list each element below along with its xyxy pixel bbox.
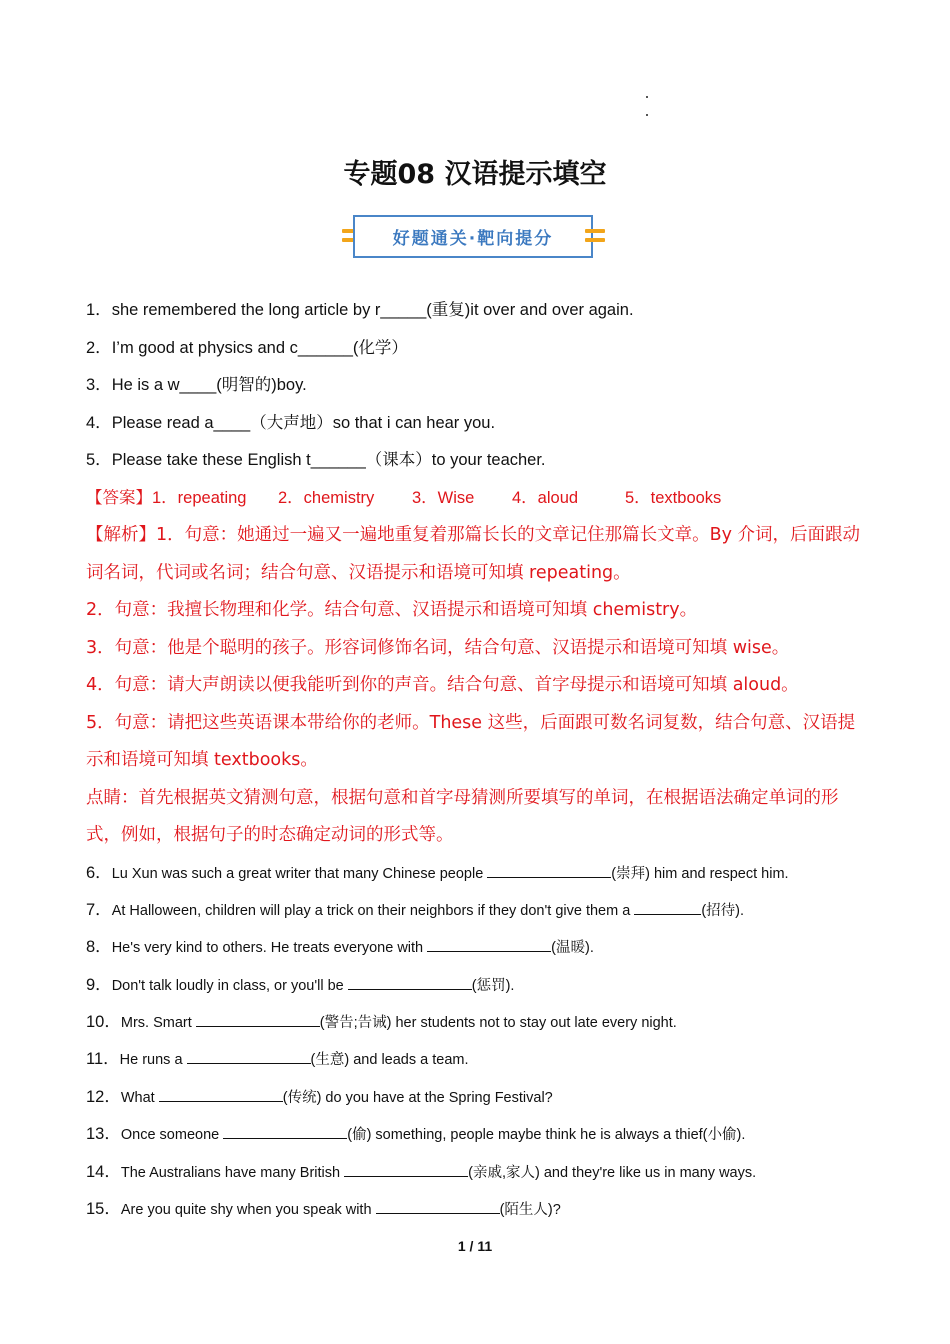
document-body: [86, 292, 866, 1228]
question-item: 10．Mrs. Smart (警告;告诫) her students not to stay out late every night.: [86, 1013, 677, 1032]
analysis-paragraph: 3．句意：他是个聪明的孩子。形容词修饰名词，结合句意、汉语提示和语境可知填 wise。: [86, 637, 790, 658]
analysis-paragraph: 【解析】1．句意：她通过一遍又一遍地重复着那篇长长的文章记住那篇长文章。By 介词，后面跟动词名词，代词或名词；结合句意、汉语提示和语境可知填 repeating。: [86, 525, 861, 583]
question-item: 8．He's very kind to others. He treats everyone with (温暖).: [86, 938, 594, 957]
answer-item: 1．repeating: [152, 488, 247, 507]
question-item: 2．I’m good at physics and c______(化学）: [86, 338, 408, 357]
question-group-b: [86, 855, 866, 1229]
banner-right-ornament: [585, 229, 605, 247]
question-item: 5．Please take these English t______（课本）to your teacher.: [86, 451, 546, 469]
question-item: 11．He runs a (生意) and leads a team.: [86, 1050, 469, 1069]
page-title: 专题08 汉语提示填空: [343, 159, 607, 190]
answer-blank[interactable]: [634, 900, 701, 915]
answer-blank[interactable]: [348, 975, 472, 990]
question-item: 7．At Halloween, children will play a trick on their neighbors if they don't give them a (招待).: [86, 900, 744, 919]
answer-blank[interactable]: [223, 1124, 347, 1139]
answer-blank[interactable]: [196, 1012, 320, 1027]
answer-blank[interactable]: [487, 863, 611, 878]
margin-marks: [646, 96, 650, 132]
answer-blank[interactable]: [427, 937, 551, 952]
question-item: 13．Once someone (偷) something, people maybe think he is always a thief(小偷).: [86, 1125, 746, 1144]
answer-item: 5．textbooks: [625, 488, 722, 507]
analysis-tip: 点睛：首先根据英文猜测句意，根据句意和首字母猜测所要填写的单词，在根据语法确定单词的形式，例如，根据句子的时态确定动词的形式等。: [86, 787, 839, 845]
answer-blank[interactable]: [159, 1087, 283, 1102]
question-item: 9．Don't talk loudly in class, or you'll be (惩罚).: [86, 975, 515, 994]
question-item: 12．What (传统) do you have at the Spring Festival?: [86, 1087, 553, 1106]
answer-blank[interactable]: [376, 1199, 500, 1214]
answer-line: [86, 480, 866, 518]
question-item: 6．Lu Xun was such a great writer that many Chinese people (崇拜) him and respect him.: [86, 863, 789, 882]
answer-item: 3．Wise: [412, 488, 475, 507]
question-item: 3．He is a w____(明智的)boy.: [86, 376, 307, 394]
answer-item: 4．aloud: [512, 488, 579, 507]
answer-blank[interactable]: [344, 1162, 468, 1177]
answer-item: 2．chemistry: [278, 488, 375, 507]
analysis-section: [86, 517, 866, 855]
question-item: 14．The Australians have many British (亲戚,家人) and they're like us in many ways.: [86, 1162, 757, 1181]
analysis-paragraph: 5．句意：请把这些英语课本带给你的老师。These 这些，后面跟可数名词复数，结合句意、汉语提示和语境可知填 textbooks。: [86, 712, 856, 770]
analysis-paragraph: 4．句意：请大声朗读以便我能听到你的声音。结合句意、首字母提示和语境可知填 aloud。: [86, 675, 799, 695]
analysis-paragraph: 2．句意：我擅长物理和化学。结合句意、汉语提示和语境可知填 chemistry。: [86, 600, 698, 620]
section-banner: [353, 215, 593, 258]
page-number: 1 / 11: [457, 1238, 493, 1254]
question-group-a: [86, 292, 866, 480]
question-item: 15．Are you quite shy when you speak with (陌生人)?: [86, 1200, 561, 1219]
question-item: 1．she remembered the long article by r_____(重复)it over and over again.: [86, 301, 634, 319]
answer-blank[interactable]: [187, 1049, 311, 1064]
banner-text: 好题通关·靶向提分: [392, 229, 554, 249]
question-item: 4．Please read a____（大声地）so that i can hear you.: [86, 413, 496, 432]
answer-label: 【答案】: [86, 488, 152, 507]
